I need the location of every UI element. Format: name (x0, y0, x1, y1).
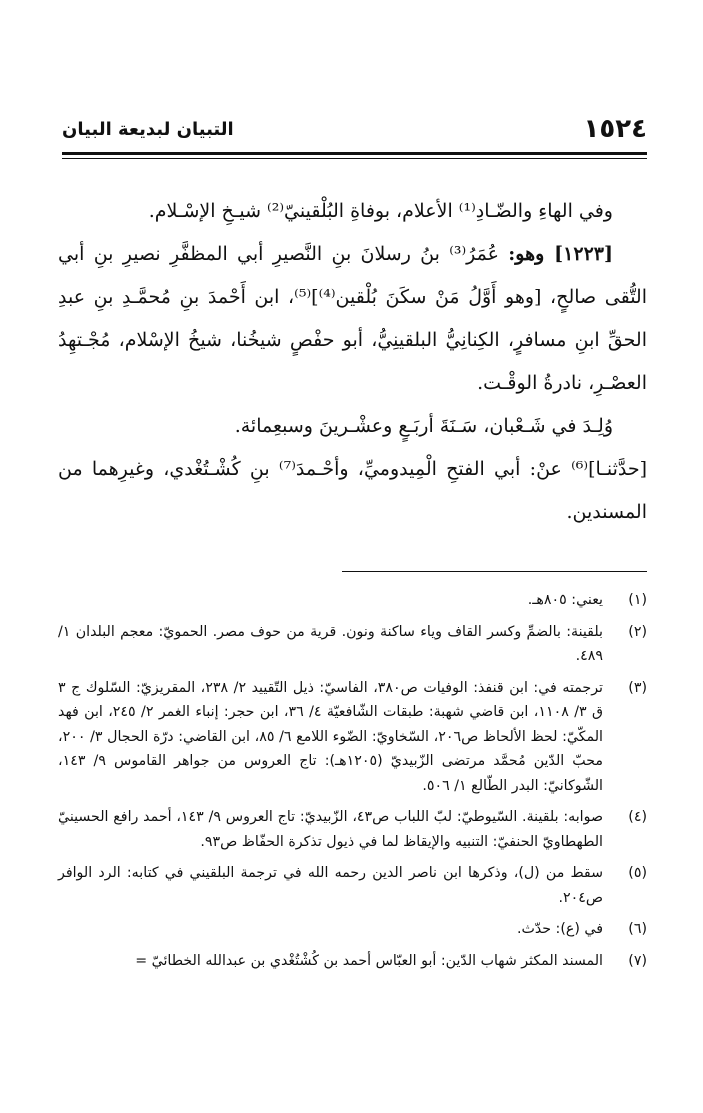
footnote (58, 861, 647, 910)
footnote-number: (٤) (628, 809, 647, 825)
footnote-number: (١) (628, 592, 647, 608)
footnote (58, 588, 647, 613)
footnote-text: بلقينة: بالضمِّ وكسر القاف وياء ساكنة ونون. قرية من حوف مصر. الحمويّ: معجم البلدان ١/ ٤٨٩. (58, 623, 603, 664)
footnote (58, 676, 647, 799)
footnote-number: (٧) (628, 952, 647, 969)
entry-number: [١٢٢٣] وهو: (508, 243, 613, 265)
footnote-text: سقط من (ل)، وذكرها ابن ناصر الدين رحمه الله في ترجمة البلقيني في كتابه: الرد الوافر ص٢٠٤. (58, 865, 603, 906)
footnote-number: (٥) (628, 865, 647, 881)
page-number: ١٥٢٤ (583, 114, 647, 144)
footnote-separator (342, 571, 647, 572)
paragraph-birth: وُلِـدَ في شَـعْبان، سَـنَةَ أربَـعٍ وعشْـرينَ وسبعِمائة. (234, 415, 613, 437)
footnote-number: (٣) (628, 679, 647, 696)
footnote (58, 620, 647, 669)
footnote (58, 949, 647, 974)
page-header (62, 112, 647, 148)
entry-text: عُمَرُ⁽³⁾ بنُ رسلانَ بنِ النَّصيرِ أبي المظفَّرِ نصيرِ بنِ أبي التُّقى صالحٍ، [وهو أَوَّلُ مَنْ سكَنَ بُلْقين⁽⁴⁾]⁽⁵⁾، ابن أَحْمدَ بنِ مُحمَّـدِ بنِ عبدِ الحقِّ ابنِ مسافرٍ، الكِنانِيُّ البلقينِيُّ، أبو حفْصٍ شيخُنا، شيخُ الإسْلام، مُجْـتهِدُ العصْـرِ، نادرةُ الوقْـت. (58, 243, 647, 394)
footnotes (58, 588, 647, 980)
footnote-text: في (ع): حدّث. (516, 921, 603, 937)
footnote-text: ترجمته في: ابن قنفذ: الوفيات ص٣٨٠، الفاسيّ: ذيل التّقييد ٢/ ٢٣٨، المقريزيّ: السّلوك ج ٣ ق ٣/ ١١٠٨، ابن قاضي شهبة: طبقات الشّافعيّة ٤/ ٣٦، ابن حجر: إنباء الغمر ٢/ ٢٤٥، ابن فهد المكّيّ: لحظ الألحاظ ص٢٠٦، السّخاويّ: الضّوء اللامع ٦/ ٨٥، ابن القاضي: درّة الحجال ٣/ ٢٠٠، محبّ الدّين مُحمَّد مرتضى الزّبيديّ (١٢٠٥هـ): تاج العروس من جواهر القاموس ٩/ ١٤٣، الشّوكانيّ: البدر الطّالع ١/ ٥٠٦. (58, 679, 604, 794)
footnote-number: (٦) (628, 921, 647, 937)
footnote (58, 805, 647, 854)
main-text (58, 190, 647, 534)
footnote (58, 917, 647, 942)
paragraph-1: وفي الهاءِ والضّـادِ⁽¹⁾ الأعلام، بوفاةِ البُلْقينيّ⁽²⁾ شيـخِ الإسْـلام. (148, 200, 613, 222)
footnote-text: صوابه: بلقينة. السّيوطيّ: لبّ اللباب ص٤٣، الزّبيديّ: تاج العروس ٩/ ١٤٣، أحمد رافع الحسينيّ الطهطاويّ الحنفيّ: التنبيه والإيقاظ لما في ذيول تذكرة الحفّاظ ص٩٣. (58, 809, 604, 850)
paragraph-narration: [حدَّثنـا]⁽⁶⁾ عنْ: أبي الفتحِ الْمِيدوميِّ، وأحْـمدَ⁽⁷⁾ بنِ كُشْـتُغْدي، وغيرِهما من المسندين. (58, 458, 647, 523)
header-rule-thin (62, 158, 647, 159)
footnote-text: المسند المكثر شهاب الدّين: أبو العبّاس أحمد بن كُشْتُغْدي بن عبدالله الخطائيّ = (135, 952, 603, 969)
footnote-text: يعني: ٨٠٥هـ. (527, 592, 603, 608)
header-rule-thick (62, 152, 647, 155)
entry-1223 (58, 233, 647, 405)
footnote-number: (٢) (628, 623, 647, 640)
running-title: التبيان لبديعة البيان (62, 119, 234, 140)
